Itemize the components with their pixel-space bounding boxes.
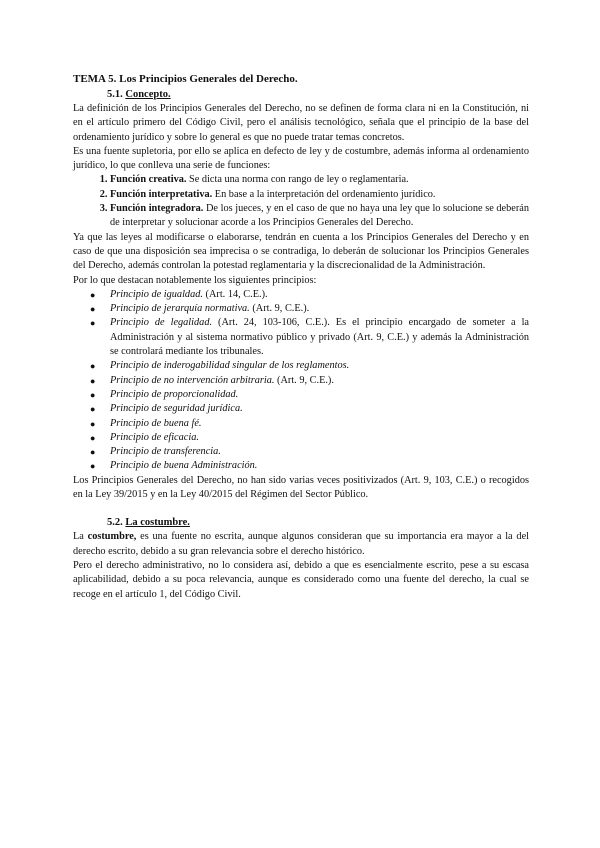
text-run: La	[73, 531, 88, 543]
list-item	[110, 202, 529, 231]
principle-name: Principio de eficacia.	[110, 431, 199, 443]
bold-term: costumbre,	[87, 531, 137, 543]
principle-name: Principio de transferencia.	[110, 446, 221, 458]
function-text: De los jueces, y en el caso de que no haya una ley que lo solucione se deberán de interpretar y solucionar acorde a los Principios Generales del Derecho.	[110, 203, 529, 229]
principle-name: Principio de seguridad jurídica.	[110, 403, 243, 415]
bullet-icon: ●	[90, 389, 96, 400]
document-content	[73, 72, 529, 602]
paragraph: Los Principios Generales del Derecho, no han sido varias veces positivizados (Art. 9, 103, C.E.) o recogidos en la Ley 39/2015 y en la Ley 40/2015 del Régimen del Sector Público.	[73, 474, 529, 501]
list-item	[90, 374, 529, 388]
list-item	[90, 459, 529, 473]
function-name: Función integradora.	[110, 203, 204, 215]
section-number: 5.2.	[107, 517, 123, 529]
list-item	[90, 388, 529, 402]
bullet-icon: ●	[90, 289, 96, 300]
list-item	[110, 188, 529, 202]
principle-ref: (Art. 24, 103-106, C.E.). Es el principio encargado de someter a la Administración y al sistema normativo público y privado (Art. 9, C.E.) y además la Administración se controlará mediante los tribunales.	[110, 317, 530, 358]
bullet-icon: ●	[90, 418, 96, 429]
bullet-icon: ●	[90, 432, 96, 443]
spacer	[73, 502, 529, 516]
function-text: Se dicta una norma con rango de ley o reglamentaria.	[186, 174, 409, 186]
functions-list	[73, 173, 529, 230]
principle-name: Principio de jerarquía normativa.	[110, 303, 250, 315]
list-item	[90, 402, 529, 416]
paragraph	[73, 530, 529, 559]
section-heading-costumbre	[107, 516, 529, 530]
principle-name: Principio de buena Administración.	[110, 460, 258, 472]
paragraph: Pero el derecho administrativo, no lo considera así, debido a que es esencialmente escrito, pese a su escasa aplicabilidad, debido a su poca relevancia, aunque es considerado como una fuente del derecho, la cual se recoge en el artículo 1, del Código Civil.	[73, 559, 529, 600]
document-title: TEMA 5. Los Principios Generales del Derecho.	[73, 73, 298, 85]
section-title: Concepto.	[125, 89, 171, 100]
section-title: La costumbre.	[125, 517, 190, 529]
principle-ref: (Art. 9, C.E.).	[274, 374, 334, 386]
principle-ref: (Art. 9, C.E.).	[249, 303, 310, 315]
list-item	[90, 431, 529, 445]
list-item	[110, 173, 529, 187]
bullet-icon: ●	[90, 447, 96, 458]
principle-name: Principio de inderogabilidad singular de los reglamentos.	[110, 360, 350, 372]
paragraph: La definición de los Principios Generales del Derecho, no se definen de forma clara ni en la Constitución, ni en el artículo primero del Código Civil, pero el análisis tecnológico, señala que el principio de la base del ordenamiento jurídico y sobre lo general es que no puede tratar temas concretos.	[73, 103, 529, 143]
function-name: Función interpretativa.	[110, 188, 213, 200]
bullet-icon: ●	[90, 375, 96, 386]
principle-name: Principio de legalidad.	[110, 317, 213, 329]
bullet-icon: ●	[90, 461, 96, 472]
principle-ref: (Art. 14, C.E.).	[202, 288, 268, 300]
list-item	[90, 417, 529, 431]
function-text: En base a la interpretación del ordenamiento jurídico.	[212, 188, 436, 200]
section-heading-concepto	[107, 88, 529, 102]
paragraph: Es una fuente supletoria, por ello se aplica en defecto de ley y de costumbre, además informa al ordenamiento jurídico, lo que conlleva una serie de funciones:	[73, 145, 529, 172]
principle-name: Principio de proporcionalidad.	[110, 388, 239, 400]
principles-list	[73, 288, 529, 474]
list-item	[90, 359, 529, 373]
paragraph: Por lo que destacan notablemente los siguientes principios:	[73, 274, 317, 286]
bullet-icon: ●	[90, 304, 96, 315]
paragraph: Ya que las leyes al modificarse o elaborarse, tendrán en cuenta a los Principios Generales del Derecho y en caso de que una disposición sea imprecisa o se contradiga, lo deberán de solucionar los Principios Generales del Derecho, además controlan la potestad reglamentaria y la discrecionalidad de la Administración.	[73, 231, 529, 272]
bullet-icon: ●	[90, 361, 96, 372]
bullet-icon: ●	[90, 404, 96, 415]
list-item	[90, 445, 529, 459]
principle-name: Principio de no intervención arbitraria.	[110, 374, 275, 386]
principle-name: Principio de igualdad.	[110, 288, 203, 300]
section-number: 5.1.	[107, 89, 123, 100]
principle-name: Principio de buena fé.	[110, 417, 202, 429]
function-name: Función creativa.	[110, 174, 187, 186]
list-item	[90, 288, 529, 302]
list-item	[90, 302, 529, 316]
bullet-icon: ●	[90, 318, 96, 329]
list-item	[90, 316, 530, 359]
text-run: es una fuente no escrita, aunque algunos consideran que su importancia era mayor a la del derecho escrito, debido a su gran relevancia sobre el derecho histórico.	[73, 531, 529, 557]
